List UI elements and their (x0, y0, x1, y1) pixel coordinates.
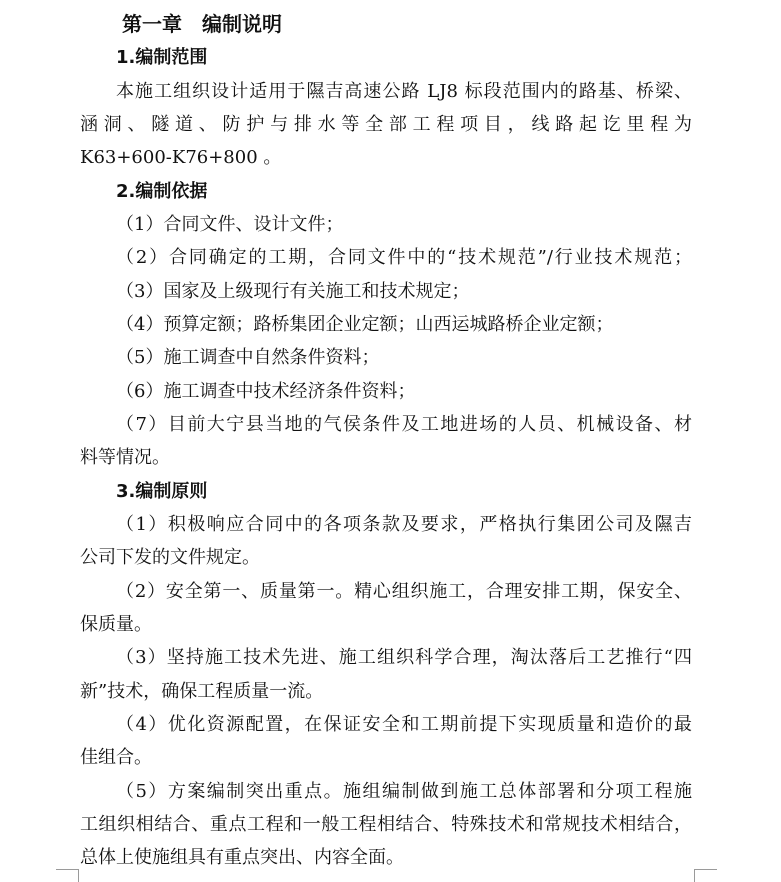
section-heading-basis: 2.编制依据 (116, 181, 208, 202)
list-item: （1）积极响应合同中的各项条款及要求，严格执行集团公司及隰吉 (116, 514, 692, 535)
list-item: （2）合同确定的工期，合同文件中的“技术规范”/行业技术规范； (116, 247, 692, 268)
list-item: （6）施工调查中技术经济条件资料； (116, 381, 416, 402)
list-item: （5）施工调查中自然条件资料； (116, 347, 380, 368)
list-item: （2）安全第一、质量第一。精心组织施工，合理安排工期，保安全、 (116, 581, 692, 602)
list-item: （4）预算定额；路桥集团企业定额；山西运城路桥企业定额； (116, 314, 614, 335)
section-heading-principles: 3.编制原则 (116, 481, 208, 502)
paragraph-line: 本施工组织设计适用于隰吉高速公路 LJ8 标段范围内的路基、桥梁、 (116, 81, 692, 102)
section-heading-scope: 1.编制范围 (116, 47, 208, 68)
list-item-continuation: 总体上使施组具有重点突出、内容全面。 (80, 847, 404, 868)
list-item-continuation: 公司下发的文件规定。 (80, 547, 260, 568)
list-item-continuation: 工组织相结合、重点工程和一般工程相结合、特殊技术和常规技术相结合， (80, 814, 692, 835)
list-item-continuation: 佳组合。 (80, 747, 152, 768)
paragraph-line: 涵洞、隧道、防护与排水等全部工程项目，线路起讫里程为 (80, 114, 692, 135)
paragraph-line: K63+600-K76+800 。 (80, 147, 282, 168)
list-item-continuation: 料等情况。 (80, 447, 170, 468)
margin-corner-mark-right (694, 869, 717, 882)
list-item: （5）方案编制突出重点。施组编制做到施工总体部署和分项工程施 (116, 781, 692, 802)
chapter-title: 第一章 编制说明 (122, 12, 282, 36)
list-item-continuation: 保质量。 (80, 614, 152, 635)
list-item: （3）国家及上级现行有关施工和技术规定； (116, 281, 470, 302)
list-item: （4）优化资源配置，在保证安全和工期前提下实现质量和造价的最 (116, 714, 692, 735)
margin-corner-mark-left (56, 869, 79, 882)
list-item: （3）坚持施工技术先进、施工组织科学合理，淘汰落后工艺推行“四 (116, 647, 692, 668)
list-item-continuation: 新”技术，确保工程质量一流。 (80, 681, 324, 702)
list-item: （7）目前大宁县当地的气侯条件及工地进场的人员、机械设备、材 (116, 414, 692, 435)
list-item: （1）合同文件、设计文件； (116, 214, 344, 235)
